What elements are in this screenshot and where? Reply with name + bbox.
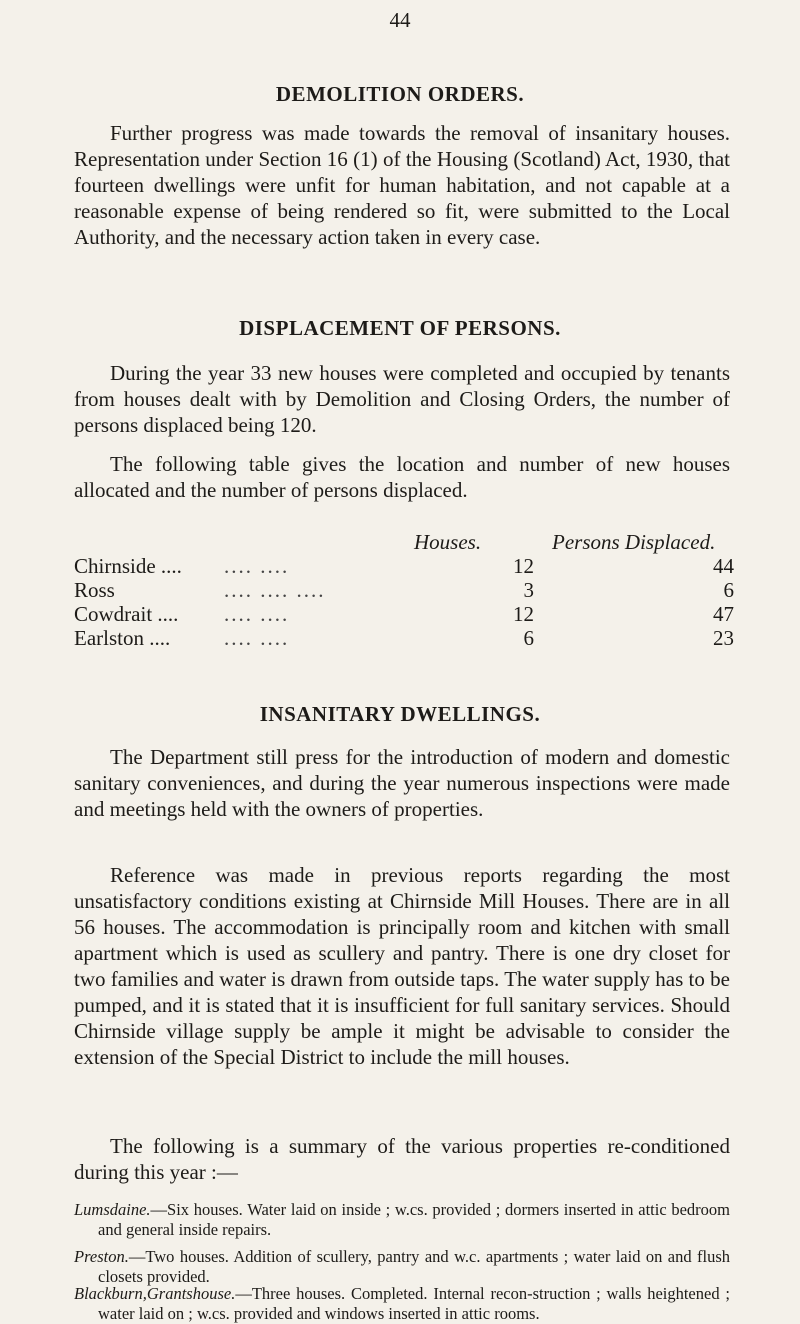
- summary-item-blackburn: [74, 1284, 730, 1324]
- page-number: 44: [389, 8, 411, 32]
- table-cell-place: Chirnside ....: [74, 554, 182, 578]
- table-cell-houses: 12: [513, 554, 534, 578]
- paragraph-displacement-1: During the year 33 new houses were completed and occupied by tenants from houses dealt with by Demolition and Closing Orders, the number of persons displaced being 120.: [74, 361, 730, 437]
- table-row: [74, 554, 734, 578]
- summary-item-lumsdaine: [74, 1200, 730, 1240]
- summary-item-text: —Six houses. Water laid on inside ; w.cs. provided ; dormers inserted in attic bedroom and general inside repairs.: [98, 1200, 730, 1239]
- paragraph-insanitary-3: The following is a summary of the various properties re-conditioned during this year :—: [74, 1134, 730, 1184]
- table-cell-persons: 6: [723, 578, 734, 602]
- table-row: [74, 602, 734, 626]
- summary-item-name: Preston.: [74, 1247, 129, 1266]
- summary-item-text: —Three houses. Completed. Internal recon-struction ; walls heightened ; water laid on ; w.cs. provided and windows inserted in attic rooms.: [98, 1284, 730, 1323]
- table-cell-houses: 6: [523, 626, 534, 650]
- summary-item-name: Lumsdaine.: [74, 1200, 151, 1219]
- table-cell-leader: .... .... ....: [224, 578, 326, 602]
- heading-insanitary-dwellings: INSANITARY DWELLINGS.: [259, 702, 541, 726]
- table-cell-place: Ross: [74, 578, 115, 602]
- table-cell-leader: .... ....: [224, 554, 290, 578]
- table-header-persons: Persons Displaced.: [552, 530, 716, 554]
- summary-item-preston: [74, 1247, 730, 1287]
- table-cell-persons: 44: [713, 554, 734, 578]
- table-row: [74, 578, 734, 602]
- summary-item-name: Blackburn,Grantshouse.: [74, 1284, 236, 1303]
- summary-item-text: —Two houses. Addition of scullery, pantry and w.c. apartments ; water laid on and flush closets provided.: [98, 1247, 730, 1286]
- paragraph-insanitary-1: The Department still press for the introduction of modern and domestic sanitary conveniences, and during the year numerous inspections were made and meetings held with the owners of properties.: [74, 745, 730, 821]
- displacement-table: [74, 530, 734, 650]
- table-cell-houses: 3: [523, 578, 534, 602]
- table-cell-persons: 23: [713, 626, 734, 650]
- table-cell-houses: 12: [513, 602, 534, 626]
- table-cell-place: Cowdrait ....: [74, 602, 179, 626]
- table-header-houses: Houses.: [414, 530, 482, 554]
- paragraph-displacement-2: The following table gives the location and number of new houses allocated and the number of persons displaced.: [74, 452, 730, 502]
- heading-displacement-of-persons: DISPLACEMENT OF PERSONS.: [239, 316, 561, 340]
- table-cell-leader: .... ....: [224, 602, 290, 626]
- table-cell-leader: .... ....: [224, 626, 290, 650]
- table-row: [74, 626, 734, 650]
- heading-demolition-orders: DEMOLITION ORDERS.: [275, 82, 525, 106]
- table-cell-persons: 47: [713, 602, 734, 626]
- table-header-row: [74, 530, 730, 554]
- table-cell-place: Earlston ....: [74, 626, 171, 650]
- paragraph-insanitary-2: Reference was made in previous reports regarding the most unsatisfactory conditions existing at Chirnside Mill Houses. There are in all 56 houses. The accommodation is principally room and kitchen with small apartment which is used as scullery and pantry. There is one dry closet for two families and water is drawn from outside taps. The water supply has to be pumped, and it is stated that it is insufficient for full sanitary services. Should Chirnside village supply be ample it might be advisable to consider the extension of the Special District to include the mill houses.: [74, 863, 730, 1069]
- paragraph-demolition: Further progress was made towards the removal of insanitary houses. Representation under Section 16 (1) of the Housing (Scotland) Act, 1930, that fourteen dwellings were unfit for human habitation, and not capable at a reasonable expense of being rendered so fit, were submitted to the Local Authority, and the necessary action taken in every case.: [74, 121, 730, 249]
